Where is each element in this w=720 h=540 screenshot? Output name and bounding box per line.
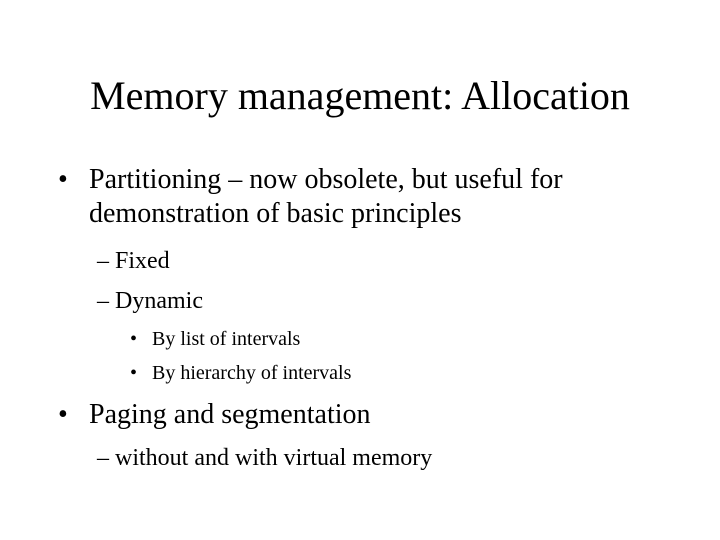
sub-bullet-virtual-memory: – without and with virtual memory [97,445,433,471]
bullet-text: Paging and segmentation [89,399,371,430]
bullet-text: By list of intervals [152,328,301,350]
bullet-text: Partitioning – now obsolete, but useful for demonstration of basic principles [89,164,563,229]
bullet-text: By hierarchy of intervals [152,362,352,384]
bullet-marker: • [58,164,68,195]
sub-sub-bullet-hierarchy-of-intervals [130,361,351,385]
bullet-marker: • [58,399,68,430]
bullet-partitioning [58,163,698,231]
sub-bullet-dynamic: – Dynamic [97,288,203,314]
sub-sub-bullet-list-of-intervals [130,327,300,351]
bullet-marker: • [130,328,138,350]
bullet-marker: • [130,362,138,384]
sub-bullet-fixed: – Fixed [97,248,170,274]
slide-title: Memory management: Allocation [90,73,630,118]
bullet-paging-segmentation [58,398,698,432]
